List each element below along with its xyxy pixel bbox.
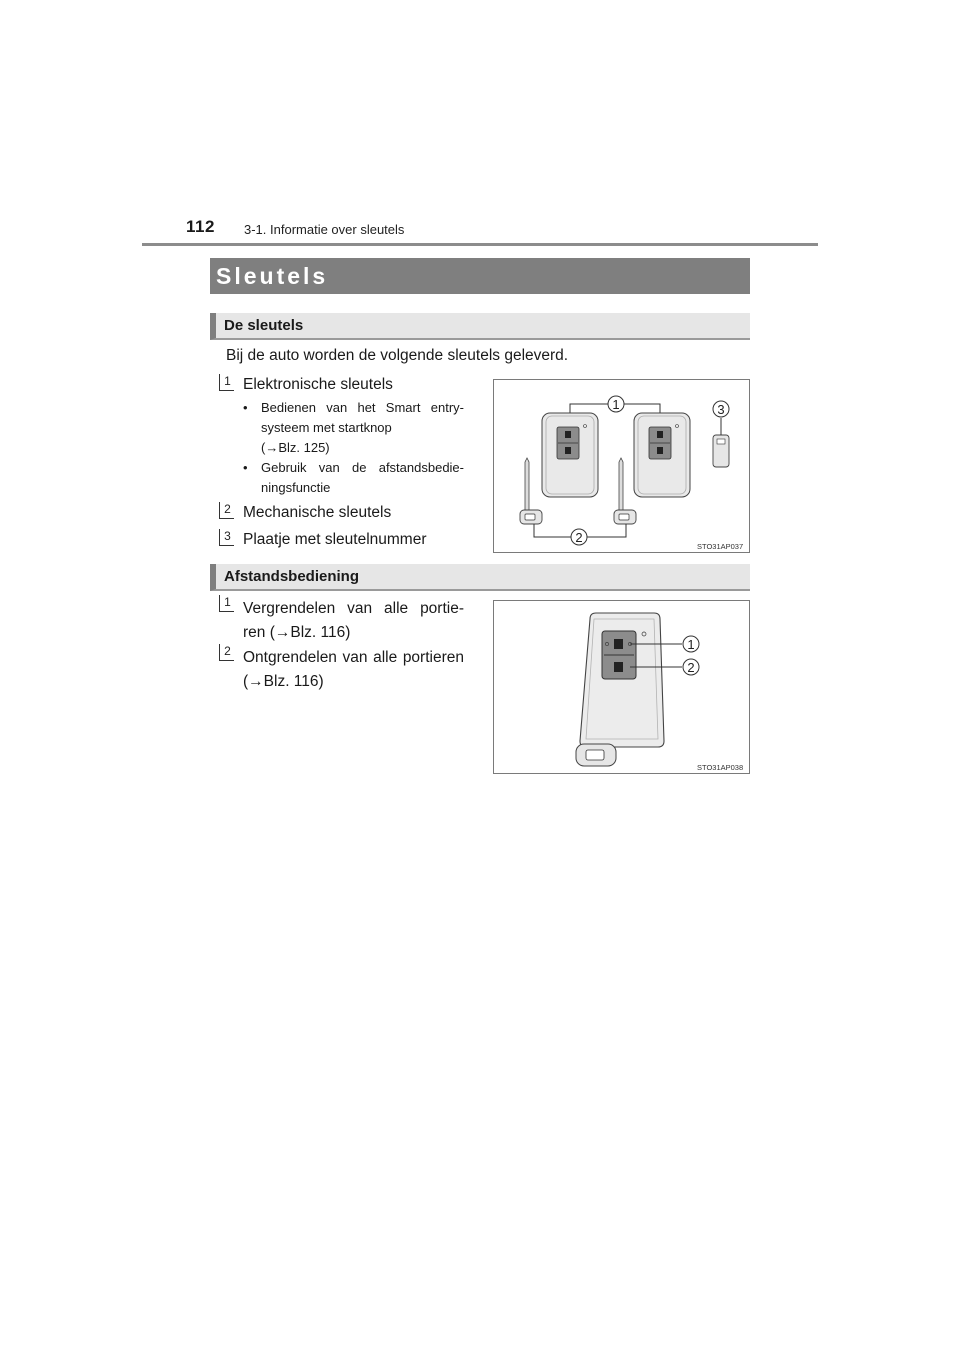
figure-remote <box>493 600 750 774</box>
callout-2: 2 <box>575 530 583 545</box>
page-title: Sleutels <box>210 258 750 294</box>
header-divider <box>142 243 818 246</box>
page-number: 112 <box>186 217 215 236</box>
bullet-line: ningsfunctie <box>261 480 331 495</box>
item-number-2: 2 <box>219 644 234 661</box>
figure-keys <box>493 379 750 553</box>
item-label-key-number-plate: Plaatje met sleutelnummer <box>243 531 427 548</box>
keys-illustration <box>494 380 749 552</box>
bullet-smart-entry <box>243 398 464 458</box>
section-heading-remote: Afstandsbediening <box>210 564 750 591</box>
item-label-mechanical-keys: Mechanische sleutels <box>243 504 392 521</box>
item-line: Ontgrendelen van alle portieren <box>243 649 464 666</box>
page-reference: (→Blz. 125) <box>261 440 330 455</box>
item-line: Vergrendelen van alle portie- <box>243 600 464 617</box>
item-lock-all-doors <box>243 597 464 645</box>
bullet-dot: • <box>243 460 248 475</box>
bullet-remote-control <box>243 458 464 498</box>
intro-text: Bij de auto worden de volgende sleutels geleverd. <box>226 347 569 364</box>
section-heading-keys: De sleutels <box>210 313 750 340</box>
item-number-1: 1 <box>219 595 234 612</box>
callout-3: 3 <box>717 402 725 417</box>
callout-1: 1 <box>687 637 695 652</box>
bullet-dot: • <box>243 400 248 415</box>
bullet-line: Gebruik van de afstandsbedie- <box>261 460 464 475</box>
item-number-2: 2 <box>219 502 234 519</box>
figure-code: STO31AP038 <box>697 763 744 772</box>
item-unlock-all-doors <box>243 646 464 694</box>
item-number-3: 3 <box>219 529 234 546</box>
bullet-line: systeem met startknop <box>261 420 392 435</box>
remote-illustration <box>494 601 749 773</box>
item-number-1: 1 <box>219 374 234 391</box>
item-label-electronic-keys: Elektronische sleutels <box>243 376 393 393</box>
figure-code: STO31AP037 <box>697 542 744 551</box>
page-reference: ren (→Blz. 116) <box>243 624 351 641</box>
callout-2: 2 <box>687 660 695 675</box>
page-reference: (→Blz. 116) <box>243 673 324 690</box>
callout-1: 1 <box>612 397 620 412</box>
chapter-title: 3-1. Informatie over sleutels <box>244 222 405 237</box>
bullet-line: Bedienen van het Smart entry- <box>261 400 464 415</box>
